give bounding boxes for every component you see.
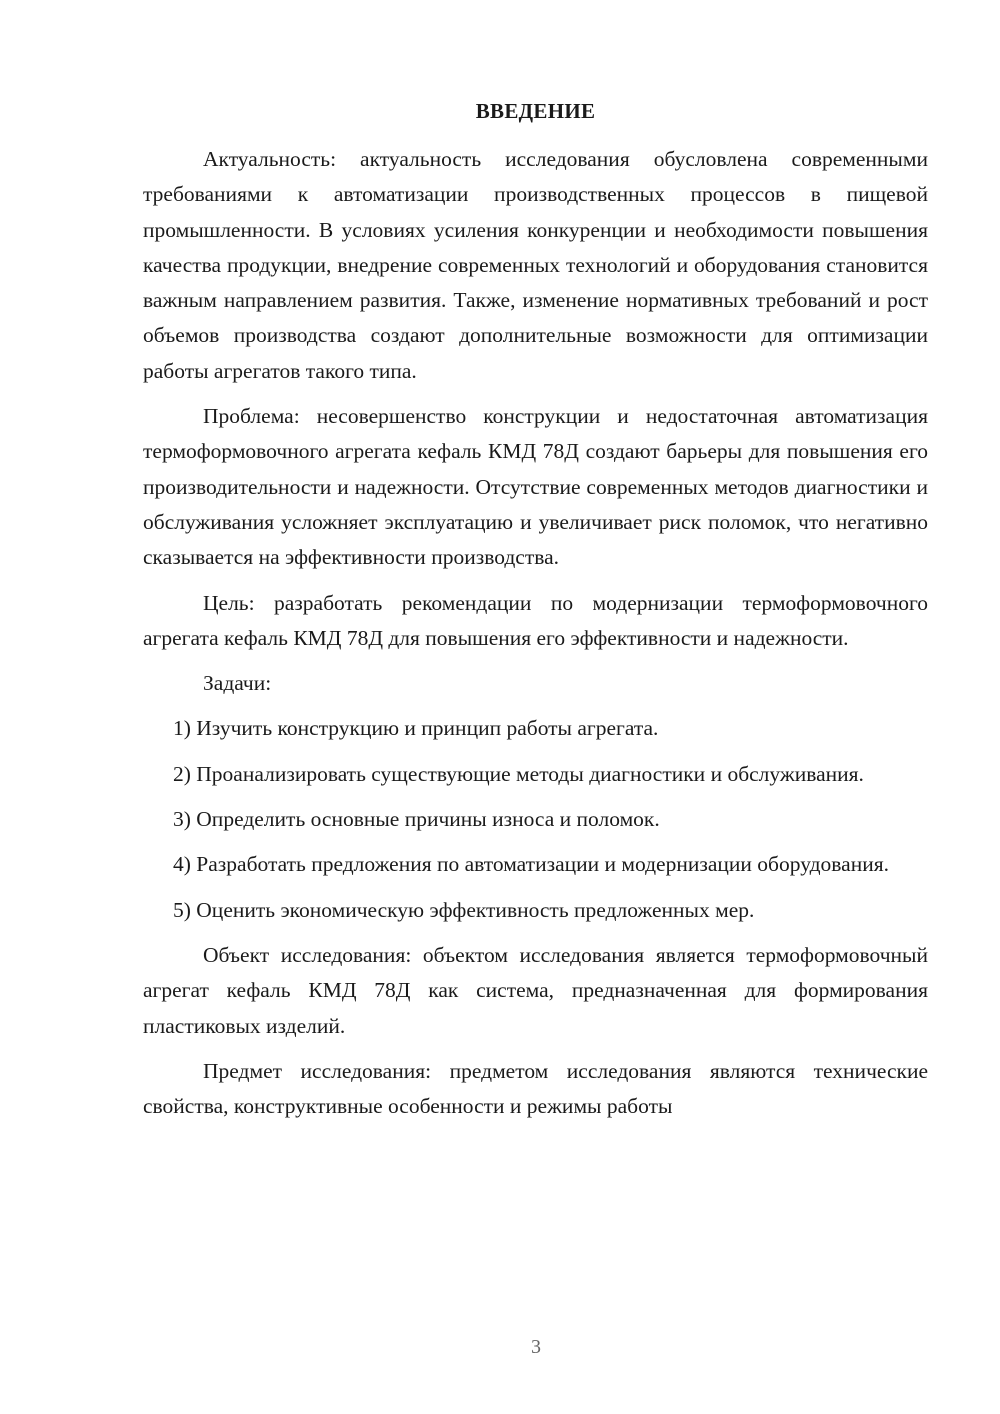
paragraph-tasks-title: Задачи: [203, 671, 272, 696]
task-item-4: 4) Разработать предложения по автоматизации и модернизации оборудования. [173, 852, 889, 877]
task-item-3: 3) Определить основные причины износа и поломок. [173, 807, 660, 832]
paragraph-problem: Проблема: несовершенство конструкции и недостаточная автоматизация термоформовочного агрегата кефаль КМД 78Д создают барьеры для повышения его производительности и надежности. Отсутствие современных методов диагностики и обслуживания усложняет эксплуатацию и увеличивает риск поломок, что негативно сказывается на эффективности производства. [143, 404, 928, 570]
task-item-2: 2) Проанализировать существующие методы диагностики и обслуживания. [173, 761, 864, 786]
paragraph-subject: Предмет исследования: предметом исследования являются технические свойства, конструктивные особенности и режимы работы [143, 1058, 928, 1119]
paragraph-relevance: Актуальность: актуальность исследования обусловлена современными требованиями к автоматизации производственных процессов в пищевой промышленности. В условиях усиления конкуренции и необходимости повышения качества продукции, внедрение современных технологий и оборудования становится важным направлением развития. Также, изменение нормативных требований и рост объемов производства создают дополнительные возможности для оптимизации работы агрегатов такого типа. [143, 147, 928, 383]
task-item-5: 5) Оценить экономическую эффективность предложенных мер. [173, 897, 755, 922]
page-number: 3 [531, 1336, 541, 1358]
paragraph-goal: Цель: разработать рекомендации по модернизации термоформовочного агрегата кефаль КМД 78Д для повышения его эффективности и надежности. [143, 590, 928, 650]
paragraph-object: Объект исследования: объектом исследования является термоформовочный агрегат кефаль КМД 78Д как система, предназначенная для формирования пластиковых изделий. [143, 942, 928, 1038]
section-heading: ВВЕДЕНИЕ [475, 99, 596, 123]
task-item-1: 1) Изучить конструкцию и принцип работы агрегата. [173, 716, 659, 741]
document-body [143, 142, 928, 1134]
